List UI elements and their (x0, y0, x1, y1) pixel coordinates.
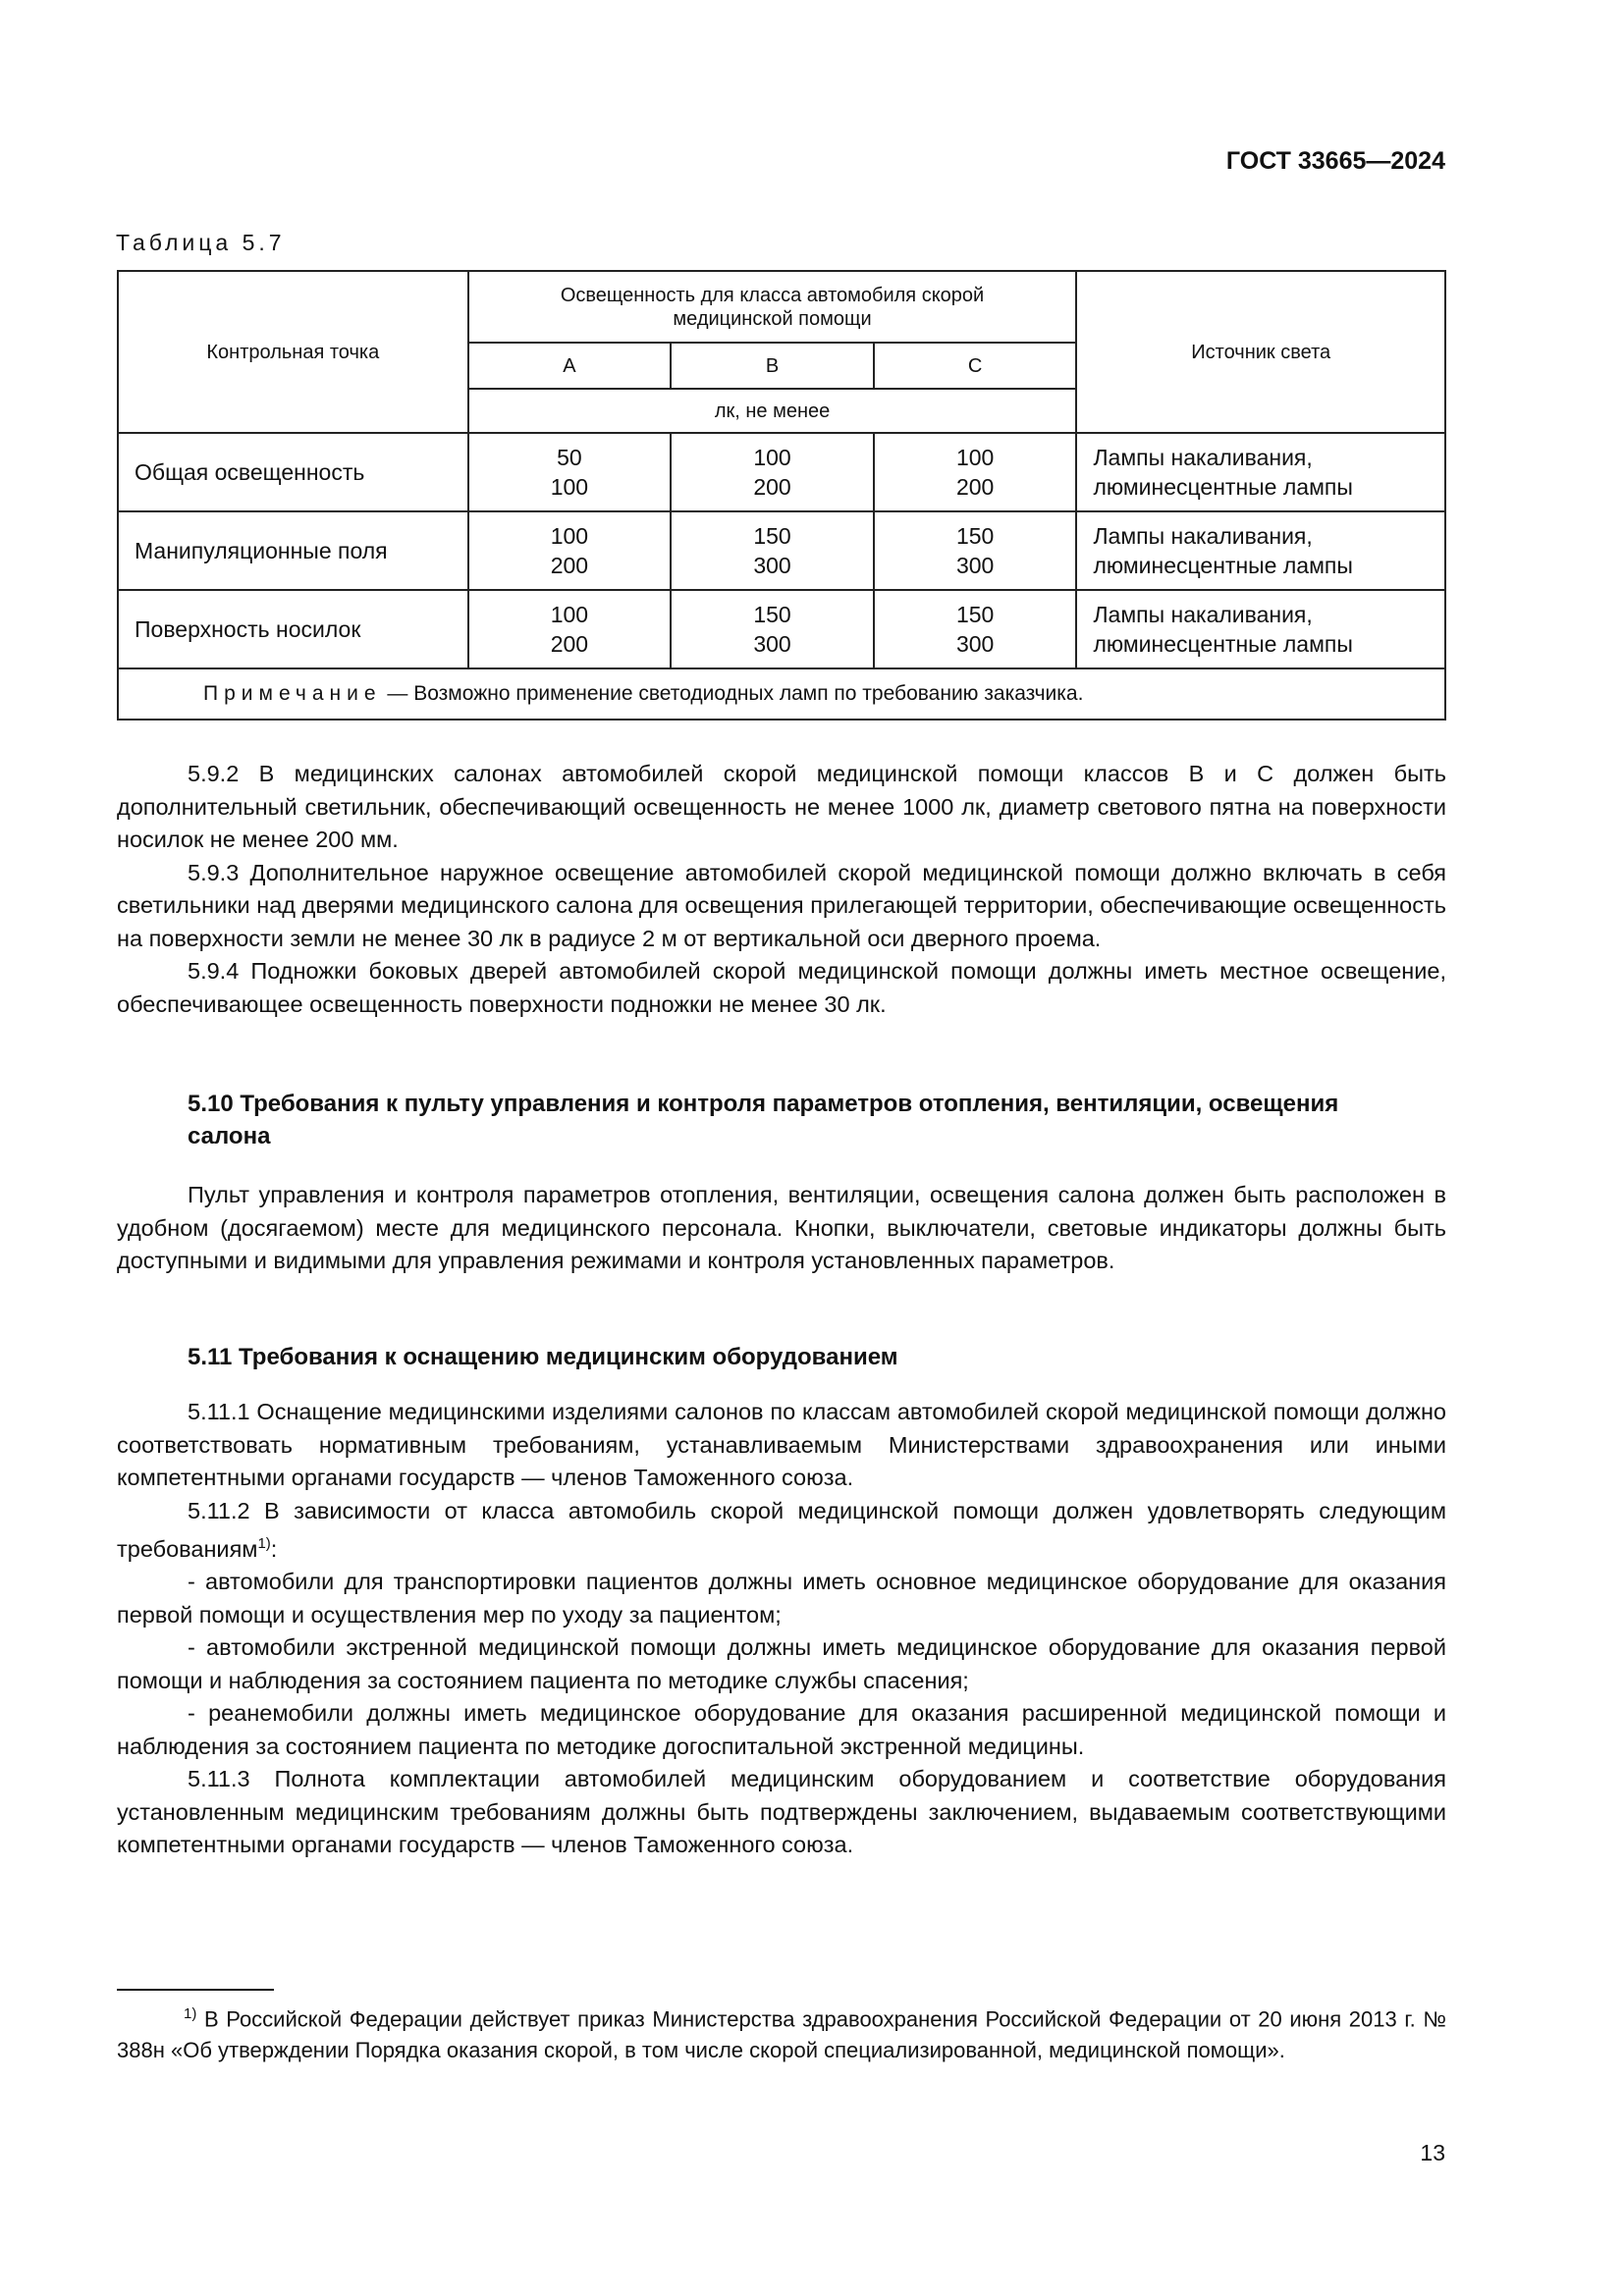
paragraph-5-11-1: 5.11.1 Оснащение медицинскими изделиями салонов по классам автомобилей скорой медицинской помощи должно соответствовать нормативным требованиям, устанавливаемым Министерствами здравоохранения или иными компетентными органами государств — членов Таможенного союза. (117, 1399, 1446, 1490)
header-control-point: Контрольная точка (118, 271, 468, 433)
document-code: ГОСТ 33665—2024 (1225, 147, 1445, 175)
footnote (117, 1999, 1446, 2066)
row-value-a: 50 100 (468, 433, 672, 511)
list-item: - автомобили экстренной медицинской помощи должны иметь медицинское оборудование для оказания первой помощи и наблюдения за состоянием пациента по методике службы спасения; (117, 1634, 1446, 1693)
section-5-9 (117, 758, 1446, 1021)
illumination-table (117, 270, 1446, 721)
header-class-c: C (874, 343, 1077, 389)
row-point: Манипуляционные поля (118, 511, 468, 590)
table-row (118, 433, 1445, 511)
row-value-c: 150 300 (874, 511, 1077, 590)
row-point: Поверхность носилок (118, 590, 468, 668)
heading-5-11: 5.11 Требования к оснащению медицинским оборудованием (188, 1344, 898, 1370)
footnote-text: В Российской Федерации действует приказ Министерства здравоохранения Российской Федерации от 20 июня 2013 г. № 388н «Об утверждении Порядка оказания скорой, в том числе скорой специализированной, медицинской помощи». (117, 2006, 1446, 2063)
footnote-divider (117, 1989, 274, 1991)
section-5-11 (117, 1396, 1446, 1862)
paragraph-5-9-2: 5.9.2 В медицинских салонах автомобилей скорой медицинской помощи классов В и С должен быть дополнительный светильник, обеспечивающий освещенность не менее 1000 лк, диаметр светового пятна на поверхности носилок не менее 200 мм. (117, 761, 1446, 852)
header-class-a: A (468, 343, 672, 389)
row-point: Общая освещенность (118, 433, 468, 511)
page-number: 13 (1420, 2140, 1445, 2165)
heading-5-10: 5.10 Требования к пульту управления и контроля параметров отопления, вентиляции, освещения салона (188, 1091, 1339, 1149)
row-value-b: 100 200 (671, 433, 874, 511)
row-value-c: 100 200 (874, 433, 1077, 511)
row-value-c: 150 300 (874, 590, 1077, 668)
list-item: - автомобили для транспортировки пациентов должны иметь основное медицинское оборудование для оказания первой помощи и осуществления мер по уходу за пациентом; (117, 1569, 1446, 1628)
row-value-a: 100 200 (468, 590, 672, 668)
paragraph-5-9-3: 5.9.3 Дополнительное наружное освещение автомобилей скорой медицинской помощи должно включать в себя светильники над дверями медицинского салона для освещения прилегающей территории, обеспечивающие освещенность на поверхности земли не менее 30 лк в радиусе 2 м от вертикальной оси дверного проема. (117, 859, 1446, 951)
list-item: - реанемобили должны иметь медицинское оборудование для оказания расширенной медицинской помощи и наблюдения за состоянием пациента по методике догоспитальной экстренной медицины. (117, 1700, 1446, 1759)
note-label: Примечание (203, 682, 382, 705)
note-text: — Возможно применение светодиодных ламп по требованию заказчика. (381, 682, 1084, 705)
table-note (118, 668, 1445, 720)
footnote-ref: 1) (257, 1535, 271, 1552)
paragraph-5-11-2: 5.11.2 В зависимости от класса автомобиль скорой медицинской помощи должен удовлетворять следующим требованиям$^{1)}$: (117, 1497, 1446, 1562)
paragraph-5-10: Пульт управления и контроля параметров отопления, вентиляции, освещения салона должен быть расположен в удобном (досягаемом) месте для медицинского персонала. Кнопки, выключатели, световые индикаторы должны быть доступными и видимыми для управления режимами и контроля установленных параметров. (117, 1182, 1446, 1273)
table-row (118, 511, 1445, 590)
table-row (118, 590, 1445, 668)
row-source: Лампы накаливания, люминесцентные лампы (1076, 590, 1445, 668)
table-caption: Таблица 5.7 (116, 230, 286, 255)
row-value-a: 100 200 (468, 511, 672, 590)
paragraph-5-9-4: 5.9.4 Подножки боковых дверей автомобилей скорой медицинской помощи должны иметь местное освещение, обеспечивающее освещенность поверхности подножки не менее 30 лк. (117, 958, 1446, 1017)
paragraph-5-11-3: 5.11.3 Полнота комплектации автомобилей медицинским оборудованием и соответствие оборудования установленным медицинским требованиям должны быть подтверждены заключением, выдаваемым соответствующими компетентными органами государств — членов Таможенного союза. (117, 1766, 1446, 1858)
header-illumination: Освещенность для класса автомобиля скорой медицинской помощи (468, 271, 1077, 343)
footnote-mark: 1) (184, 2005, 197, 2022)
row-source: Лампы накаливания, люминесцентные лампы (1076, 511, 1445, 590)
row-value-b: 150 300 (671, 590, 874, 668)
header-light-source: Источник света (1076, 271, 1445, 433)
header-class-b: B (671, 343, 874, 389)
header-unit: лк, не менее (468, 389, 1077, 433)
section-5-10 (117, 1179, 1446, 1278)
row-source: Лампы накаливания, люминесцентные лампы (1076, 433, 1445, 511)
row-value-b: 150 300 (671, 511, 874, 590)
